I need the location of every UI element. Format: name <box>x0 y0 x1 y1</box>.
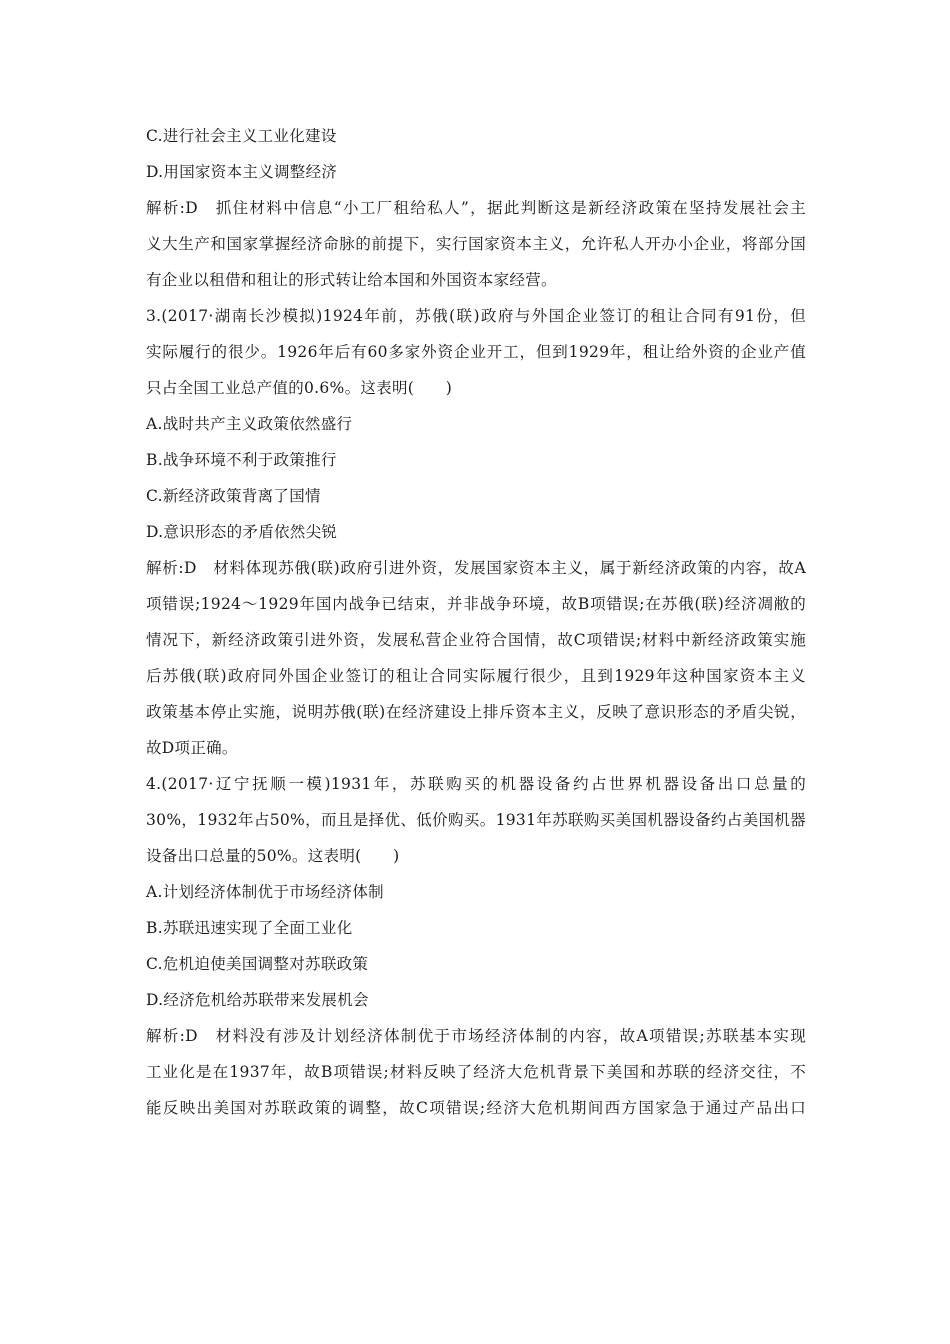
option-c-q3 <box>146 478 806 514</box>
text-line: 后苏俄(联)政府同外国企业签订的租让合同实际履行很少，且到1929年这种国家资本主义 <box>146 667 806 685</box>
text-line: 情况下，新经济政策引进外资，发展私营企业符合国情，故C项错误;材料中新经济政策实施 <box>146 631 806 649</box>
text-line: B.苏联迅速实现了全面工业化 <box>146 919 353 937</box>
text-line: 30%，1932年占50%，而且是择优、低价购买。1931年苏联购买美国机器设备约占美国机器 <box>146 811 806 829</box>
text-line: 解析:D 材料体现苏俄(联)政府引进外资，发展国家资本主义，属于新经济政策的内容，故A <box>146 559 806 577</box>
text-line: 能反映出美国对苏联政策的调整，故C项错误;经济大危机期间西方国家急于通过产品出口 <box>146 1099 806 1117</box>
text-line: 故D项正确。 <box>146 739 238 757</box>
text-line: C.进行社会主义工业化建设 <box>146 127 337 145</box>
option-b-q4 <box>146 910 806 946</box>
text-line: 设备出口总量的50%。这表明( ) <box>146 847 400 865</box>
text-line: A.计划经济体制优于市场经济体制 <box>146 883 384 901</box>
option-a-q3 <box>146 406 806 442</box>
option-d-q4 <box>146 982 806 1018</box>
text-line: 工业化是在1937年，故B项错误;材料反映了经济大危机背景下美国和苏联的经济交往，不 <box>146 1063 806 1081</box>
question-3 <box>146 298 806 406</box>
option-d-q2 <box>146 154 806 190</box>
text-line: 有企业以租借和租让的形式转让给本国和外国资本家经营。 <box>146 271 557 289</box>
document-page <box>146 118 806 1126</box>
text-line: 实际履行的很少。1926年后有60多家外资企业开工，但到1929年，租让给外资的企业产值 <box>146 343 806 361</box>
text-line: D.用国家资本主义调整经济 <box>146 163 338 181</box>
question-4 <box>146 766 806 874</box>
text-line: 政策基本停止实施，说明苏俄(联)在经济建设上排斥资本主义，反映了意识形态的矛盾尖锐， <box>146 703 806 721</box>
text-line: 只占全国工业总产值的0.6%。这表明( ) <box>146 379 453 397</box>
text-line: 义大生产和国家掌握经济命脉的前提下，实行国家资本主义，允许私人开办小企业，将部分国 <box>146 235 806 253</box>
text-line: 4.(2017·辽宁抚顺一模)1931年，苏联购买的机器设备约占世界机器设备出口总量的 <box>146 775 806 793</box>
analysis-q2 <box>146 190 806 298</box>
option-d-q3 <box>146 514 806 550</box>
text-line: 解析:D 材料没有涉及计划经济体制优于市场经济体制的内容，故A项错误;苏联基本实现 <box>146 1027 806 1045</box>
text-line: 项错误;1924～1929年国内战争已结束，并非战争环境，故B项错误;在苏俄(联)经济凋敝的 <box>146 595 806 613</box>
text-line: 解析:D 抓住材料中信息“小工厂租给私人”，据此判断这是新经济政策在坚持发展社会主 <box>146 199 806 217</box>
text-line: C.新经济政策背离了国情 <box>146 487 321 505</box>
text-line: D.经济危机给苏联带来发展机会 <box>146 991 369 1009</box>
option-b-q3 <box>146 442 806 478</box>
analysis-q4 <box>146 1018 806 1126</box>
text-line: C.危机迫使美国调整对苏联政策 <box>146 955 369 973</box>
text-line: B.战争环境不利于政策推行 <box>146 451 337 469</box>
option-c-q4 <box>146 946 806 982</box>
option-a-q4 <box>146 874 806 910</box>
option-c-q2 <box>146 118 806 154</box>
text-line: 3.(2017·湖南长沙模拟)1924年前，苏俄(联)政府与外国企业签订的租让合同有91份，但 <box>146 307 806 325</box>
analysis-q3 <box>146 550 806 766</box>
text-line: D.意识形态的矛盾依然尖锐 <box>146 523 338 541</box>
text-line: A.战时共产主义政策依然盛行 <box>146 415 353 433</box>
